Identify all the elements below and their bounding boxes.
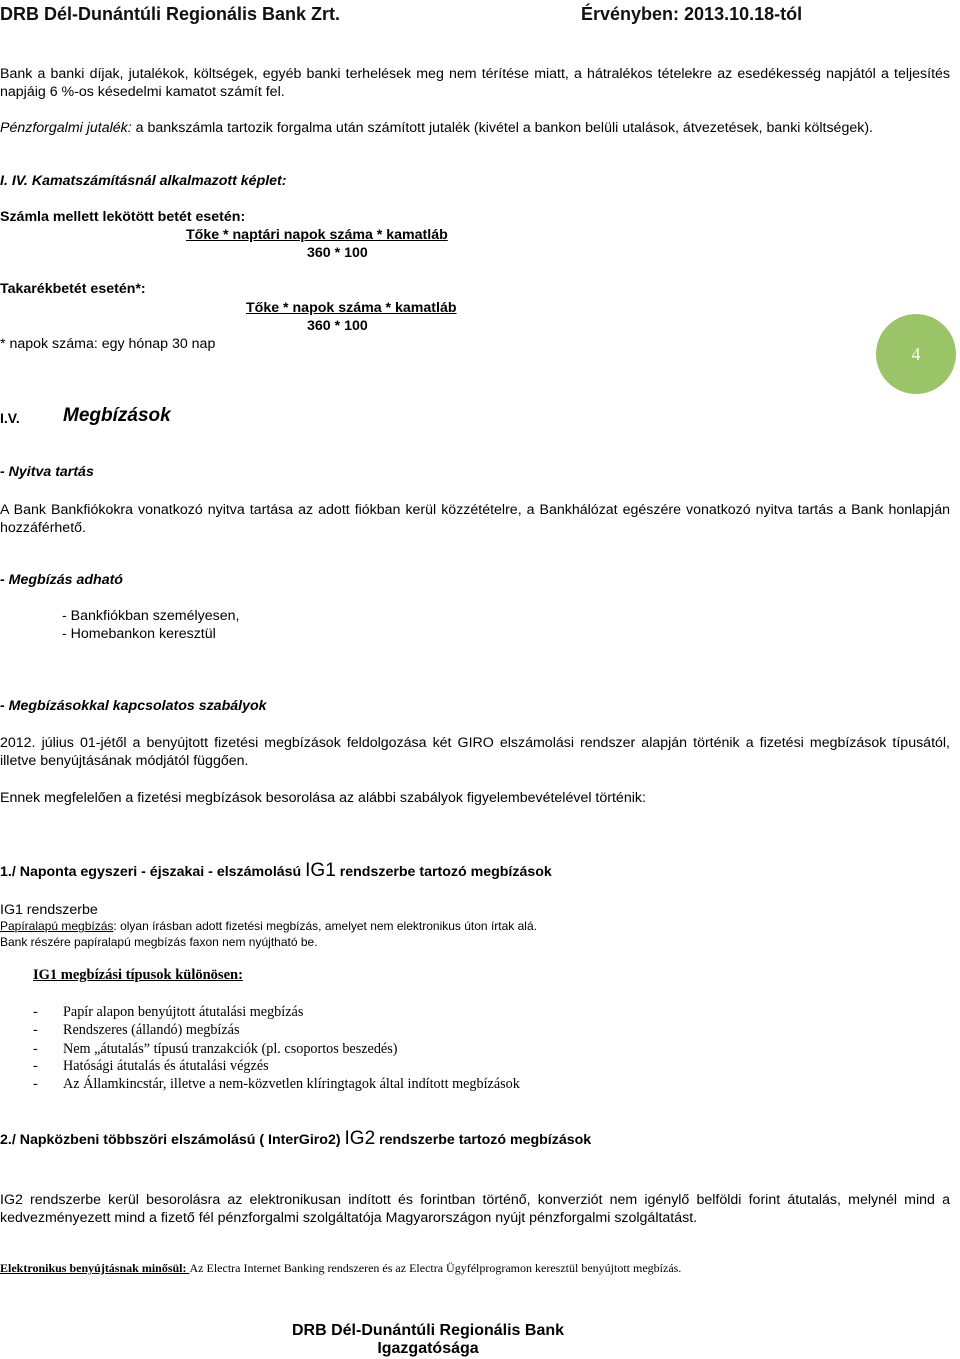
days-footnote: * napok száma: egy hónap 30 nap: [0, 336, 216, 352]
deposit-label: Számla mellett lekötött betét esetén:: [0, 209, 246, 225]
ig2-electronic-term: Elektronikus benyújtásnak minősül:: [0, 1261, 190, 1275]
interest-formula-title: Kamatszámításnál alkalmazott képlet:: [31, 173, 287, 189]
ig1-type-item: Az Államkincstár, illetve a nem-közvetlen klíringtagok által indított megbízások: [63, 1076, 520, 1092]
ig2-heading-pre: 2./ Napközbeni többszöri elszámolású ( InterGiro2): [0, 1132, 345, 1148]
ig2-electronic-definition: [0, 1261, 681, 1276]
payment-fee-term: Pénzforgalmi jutalék:: [0, 120, 132, 136]
ig2-heading-code: IG2: [344, 1128, 376, 1149]
ig1-type-item: Papír alapon benyújtott átutalási megbízás: [63, 1004, 304, 1020]
page-number-badge: 4: [876, 314, 956, 394]
section-title: Megbízások: [63, 405, 171, 426]
ig1-type-item: Nem „átutalás” típusú tranzakciók (pl. csoportos beszedés): [63, 1041, 398, 1057]
orders-item-branch: - Bankfiókban személyesen,: [62, 608, 240, 624]
orders-heading: - Megbízás adható: [0, 572, 123, 588]
ig2-text: IG2 rendszerbe kerül besorolásra az elektronikusan indított és forintban történő, konverziót nem igénylő belföldi forint átutalás, melynél mind a kedvezményezett mind a fizető fél pénzforgalmi szolgáltatója Magyarországon nyújt pénzforgalmi szolgáltatást.: [0, 1192, 950, 1226]
late-interest-paragraph: Bank a banki díjak, jutalékok, költségek, egyéb banki terhelések meg nem térítése miatt, a hátralékos tételekre az esedékesség napjától a teljesítés napjáig 6 %-os késedelmi kamatot számít fel.: [0, 66, 950, 100]
ig1-system-label: IG1 rendszerbe: [0, 902, 98, 918]
footer-bank-name: DRB Dél-Dunántúli Regionális Bank: [291, 1322, 565, 1339]
payment-fee-text: a bankszámla tartozik forgalma után számított jutalék (kivétel a bankon belüli utalások, átvezetések, banki költségek).: [131, 120, 873, 136]
footer-board: Igazgatósága: [377, 1340, 479, 1357]
ig1-type-dash: -: [33, 1022, 38, 1038]
ig1-fax-note: Bank részére papíralapú megbízás faxon nem nyújtható be.: [0, 935, 318, 949]
header-effective-date: Érvényben: 2013.10.18-tól: [581, 4, 803, 24]
ig1-paper-text: : olyan írásban adott fizetési megbízás, amelyet nem elektronikus úton írtak alá.: [113, 919, 537, 933]
ig1-type-dash: -: [33, 1058, 38, 1074]
rules-text-2: Ennek megfelelően a fizetési megbízások besorolása az alábbi szabályok figyelembevételével történik:: [0, 790, 646, 806]
rules-text-1: 2012. július 01-jétől a benyújtott fizetési megbízások feldolgozása két GIRO elszámolási rendszer alapján történik a fizetési megbízások típusától, illetve benyújtásának módjától függően.: [0, 735, 950, 769]
ig1-type-dash: -: [33, 1076, 38, 1092]
ig2-heading: [0, 1128, 591, 1150]
opening-heading: - Nyitva tartás: [0, 464, 94, 480]
interest-formula-heading: [0, 173, 287, 189]
savings-label: Takarékbetét esetén*:: [0, 281, 146, 297]
payment-fee-paragraph: [0, 119, 950, 137]
ig1-heading-code: IG1: [305, 860, 336, 881]
interest-formula-number: I. IV.: [0, 173, 28, 189]
ig1-heading-pre: 1./ Naponta egyszeri - éjszakai - elszámolású: [0, 864, 306, 880]
orders-item-homebank: - Homebankon keresztül: [62, 626, 216, 642]
ig1-heading: [0, 860, 552, 882]
header-bank-name: DRB Dél-Dunántúli Regionális Bank Zrt.: [0, 4, 341, 24]
deposit-formula-denominator: 360 * 100: [307, 245, 368, 261]
ig2-heading-post: rendszerbe tartozó megbízások: [375, 1132, 592, 1148]
ig1-type-item: Rendszeres (állandó) megbízás: [63, 1022, 240, 1038]
deposit-formula-numerator: Tőke * naptári napok száma * kamatláb: [186, 227, 448, 243]
section-number: I.V.: [0, 410, 20, 426]
ig1-type-dash: -: [33, 1004, 38, 1020]
savings-formula-numerator: Tőke * napok száma * kamatláb: [246, 300, 457, 316]
savings-formula-denominator: 360 * 100: [307, 318, 368, 334]
ig1-paper-definition: [0, 919, 537, 933]
ig1-type-item: Hatósági átutalás és átutalási végzés: [63, 1058, 269, 1074]
ig2-electronic-text: Az Electra Internet Banking rendszeren és az Electra Ügyfélprogramon keresztül benyújtott megbízás.: [189, 1261, 682, 1275]
ig1-heading-post: rendszerbe tartozó megbízások: [335, 864, 552, 880]
opening-text: A Bank Bankfiókokra vonatkozó nyitva tartása az adott fiókban kerül közzétételre, a Bankhálózat egészére vonatkozó nyitva tartás a Bank honlapján hozzáférhető.: [0, 502, 950, 536]
ig1-type-dash: -: [33, 1041, 38, 1057]
ig1-paper-term: Papíralapú megbízás: [0, 919, 114, 933]
rules-heading: - Megbízásokkal kapcsolatos szabályok: [0, 698, 267, 714]
ig1-types-heading: IG1 megbízási típusok különösen:: [33, 967, 243, 983]
